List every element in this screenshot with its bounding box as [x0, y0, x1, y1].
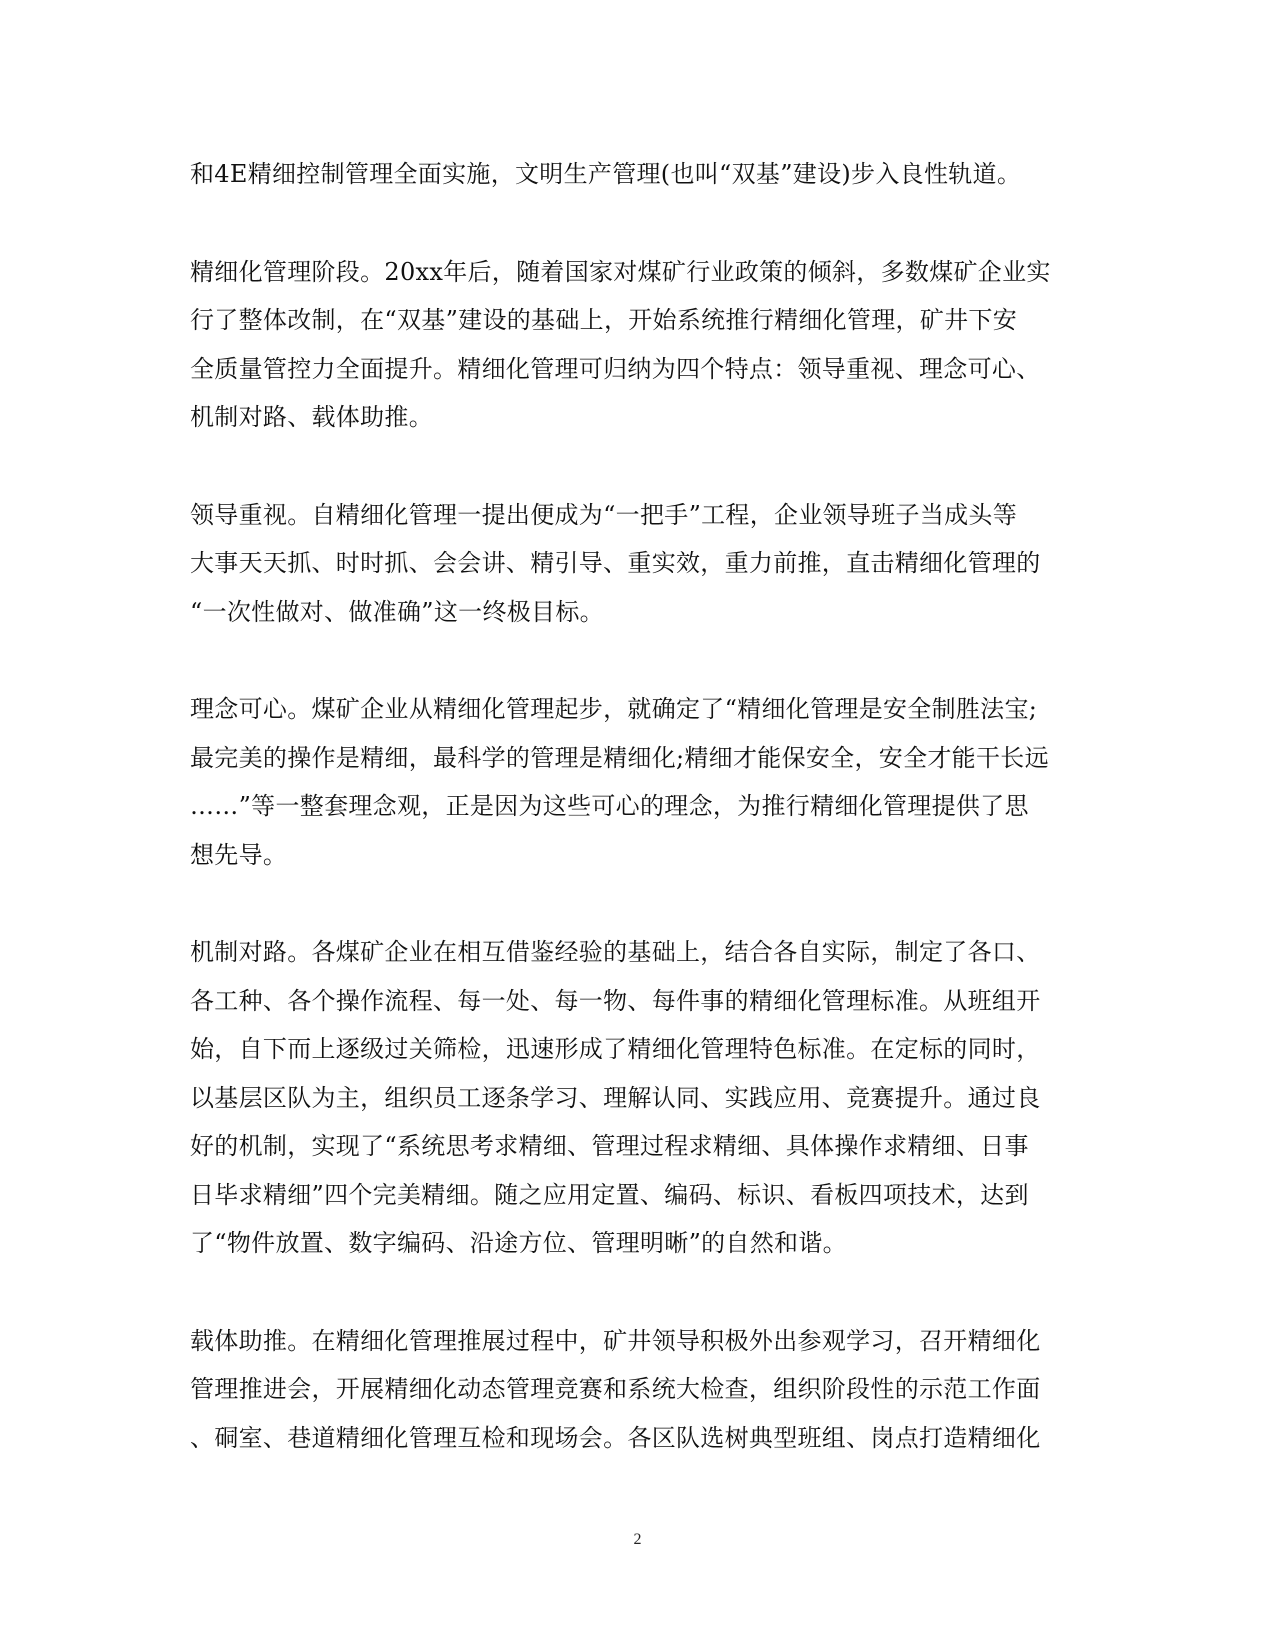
- text-line: “一次性做对、做准确”这一终极目标。: [190, 597, 604, 626]
- text-line: 最完美的操作是精细，最科学的管理是精细化;精细才能保安全，安全才能干长远: [190, 743, 1049, 772]
- text-line: 机制对路。各煤矿企业在相互借鉴经验的基础上，结合各自实际，制定了各口、: [190, 938, 1041, 966]
- paragraph-4: [190, 685, 1075, 879]
- text-line: 机制对路、载体助推。: [190, 403, 433, 431]
- text-line: 始，自下而上逐级过关筛检，迅速形成了精细化管理特色标准。在定标的同时，: [190, 1035, 1041, 1063]
- paragraph-3: [190, 491, 1075, 637]
- text-line: 以基层区队为主，组织员工逐条学习、理解认同、实践应用、竞赛提升。通过良: [190, 1083, 1041, 1112]
- text-line: 各工种、各个操作流程、每一处、每一物、每件事的精细化管理标准。从班组开: [190, 986, 1041, 1015]
- text-line: 大事天天抓、时时抓、会会讲、精引导、重实效，重力前推，直击精细化管理的: [190, 549, 1041, 577]
- text-line: 和4E精细控制管理全面实施，文明生产管理(也叫“双基”建设)步入良性轨道。: [190, 160, 1022, 188]
- paragraph-5: [190, 928, 1075, 1268]
- paragraph-1: [190, 150, 1075, 199]
- text-line: 领导重视。自精细化管理一提出便成为“一把手”工程，企业领导班子当成头等: [190, 500, 1018, 529]
- text-line: ……”等一整套理念观，正是因为这些可心的理念，为推行精细化管理提供了思: [190, 792, 1029, 820]
- paragraph-2: [190, 248, 1075, 442]
- text-line: 了“物件放置、数字编码、沿途方位、管理明晰”的自然和谐。: [190, 1229, 847, 1257]
- paragraph-6: [190, 1317, 1075, 1463]
- text-line: 行了整体改制，在“双基”建设的基础上，开始系统推行精细化管理，矿井下安: [190, 306, 1018, 334]
- body-text: [190, 150, 1075, 1511]
- text-line: 日毕求精细”四个完美精细。随之应用定置、编码、标识、看板四项技术，达到: [190, 1180, 1029, 1209]
- text-line: 、硐室、巷道精细化管理互检和现场会。各区队选树典型班组、岗点打造精细化: [190, 1423, 1041, 1452]
- text-line: 载体助推。在精细化管理推展过程中，矿井领导积极外出参观学习，召开精细化: [190, 1326, 1041, 1355]
- text-line: 管理推进会，开展精细化动态管理竞赛和系统大检查，组织阶段性的示范工作面: [190, 1375, 1041, 1403]
- text-line: 理念可心。煤矿企业从精细化管理起步，就确定了“精细化管理是安全制胜法宝;: [190, 695, 1038, 723]
- text-line: 想先导。: [190, 840, 288, 869]
- text-line: 精细化管理阶段。20xx年后，随着国家对煤矿行业政策的倾斜，多数煤矿企业实: [190, 257, 1051, 286]
- text-line: 全质量管控力全面提升。精细化管理可归纳为四个特点：领导重视、理念可心、: [190, 354, 1041, 383]
- text-line: 好的机制，实现了“系统思考求精细、管理过程求精细、具体操作求精细、日事: [190, 1132, 1029, 1160]
- page-number: 2: [633, 1531, 642, 1548]
